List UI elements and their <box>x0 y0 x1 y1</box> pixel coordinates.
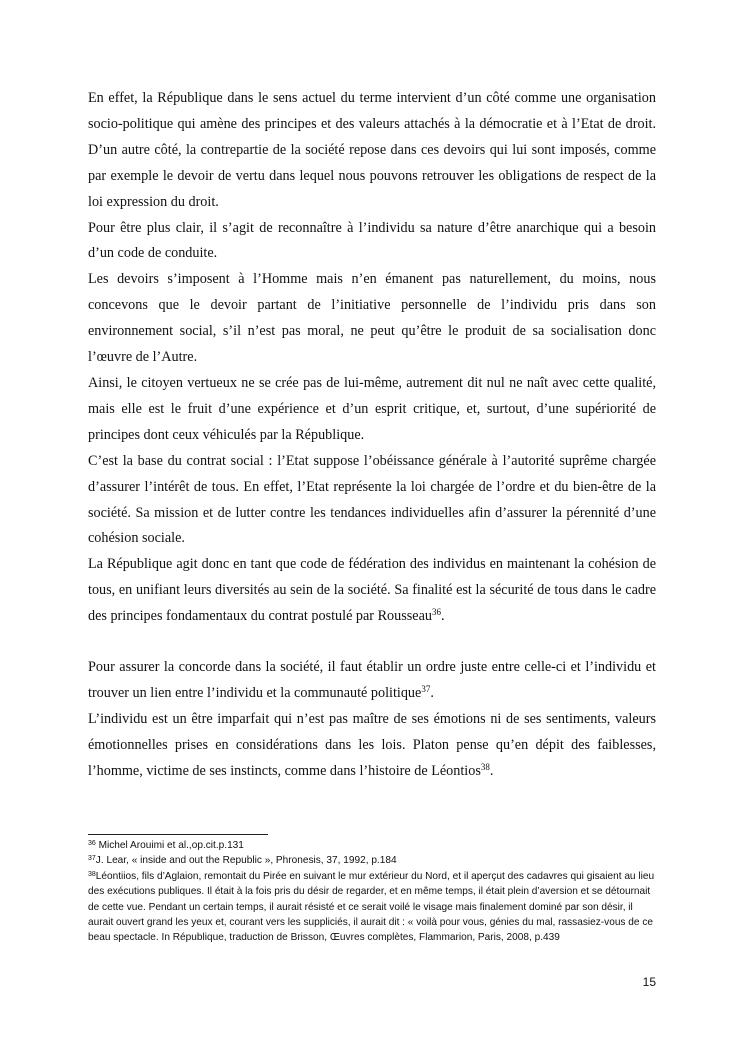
page-number: 15 <box>642 975 656 989</box>
footnotes <box>88 834 658 946</box>
footnote-text: Michel Arouimi et al.,op.cit.p.131 <box>95 840 244 851</box>
paragraph-8 <box>88 707 656 785</box>
footnote-number: 38 <box>88 870 96 878</box>
footnote-text: J. Lear, « inside and out the Republic », Phronesis, 37, 1992, p.184 <box>95 855 397 867</box>
paragraph-6-end: . <box>440 608 445 625</box>
footnote-ref-36[interactable]: 36 <box>431 607 441 618</box>
paragraph-6-text: La République agit donc en tant que code de fédération des individus en maintenant la cohésion de tous, en unifiant leurs diversités au sein de la société. Sa finalité est la sécurité de tous dans le cadre des principes fondamentaux du contrat postulé par Rousseau <box>88 556 656 625</box>
paragraph-8-end: . <box>489 762 494 779</box>
footnote-separator <box>88 834 268 835</box>
paragraph-7-text: Pour assurer la concorde dans la société, il faut établir un ordre juste entre celle-ci et l’individu et trouver un lien entre l’individu et la communauté politique <box>88 659 656 701</box>
footnote-ref-37[interactable]: 37 <box>421 683 431 694</box>
footnote-36 <box>88 838 658 853</box>
footnote-text: Léontiios, fils d’Aglaion, remontait du Pirée en suivant le mur extérieur du Nord, et il aperçut des cadavres qui gisaient au lieu des exécutions publiques. Il était à la fois pris du désir de regarder, et en même temps, il était plein d’aversion et se détournait de cette vue. Pendant un certain temps, il aurait résisté et ce serait voilé le visage mais finalement dominé par son désir, il aurait ouvert grand les yeux et, courant vers les suppliciés, il aurait dit : « voilà pour vous, génies du mal, rassasiez-vous de ce beau spectacle. In République, traduction de Brisson, Œuvres complètes, Flammarion, Paris, 2008, p.439 <box>88 870 655 944</box>
paragraph-3: Les devoirs s’imposent à l’Homme mais n’en émanent pas naturellement, du moins, nous concevons que le devoir partant de l’initiative personnelle de l’individu pris dans son environnement social, s’il n’est pas moral, ne peut qu’être le produit de sa socialisation donc l’œuvre de l’Autre. <box>88 271 656 366</box>
page-body <box>88 86 656 785</box>
paragraph-4: Ainsi, le citoyen vertueux ne se crée pas de lui-même, autrement dit nul ne naît avec cette qualité, mais elle est le fruit d’une expérience et d’un esprit critique, et, surtout, d’une supériorité de principes dont ceux véhiculés par la République. <box>88 374 656 443</box>
paragraph-2: Pour être plus clair, il s’agit de reconnaître à l’individu sa nature d’être anarchique qui a besoin d’un code de conduite. <box>88 219 656 262</box>
paragraph-8-text: L’individu est un être imparfait qui n’est pas maître de ses émotions ni de ses sentiments, valeurs émotionnelles prises en considérations dans les lois. Platon pense qu’en dépit des faiblesses, l’homme, victime de ses instincts, comme dans l’histoire de Léontios <box>88 710 656 779</box>
paragraph-5: C’est la base du contrat social : l’Etat suppose l’obéissance générale à l’autorité suprême chargée d’assurer l’intérêt de tous. En effet, l’Etat représente la loi chargée de l’ordre et du bien-être de la société. Sa mission et de lutter contre les tendances individuelles afin d’assurer la pérennité d’une cohésion sociale. <box>88 452 656 547</box>
footnote-ref-38[interactable]: 38 <box>480 761 490 772</box>
paragraph-6 <box>88 552 656 630</box>
paragraph-7-end: . <box>430 684 434 701</box>
footnote-number: 37 <box>88 855 96 863</box>
footnote-38 <box>88 869 658 946</box>
paragraph-7 <box>88 655 656 707</box>
footnote-number: 36 <box>88 840 96 847</box>
paragraph-1: En effet, la République dans le sens actuel du terme intervient d’un côté comme une organisation socio-politique qui amène des principes et des valeurs attachés à la démocratie et à l’Etat de droit. D’un autre côté, la contrepartie de la société repose dans ces devoirs qui lui sont imposés, comme par exemple le devoir de vertu dans lequel nous pouvons retrouver les obligations de respect de la loi expression du droit. <box>88 90 656 210</box>
footnote-37 <box>88 853 658 868</box>
